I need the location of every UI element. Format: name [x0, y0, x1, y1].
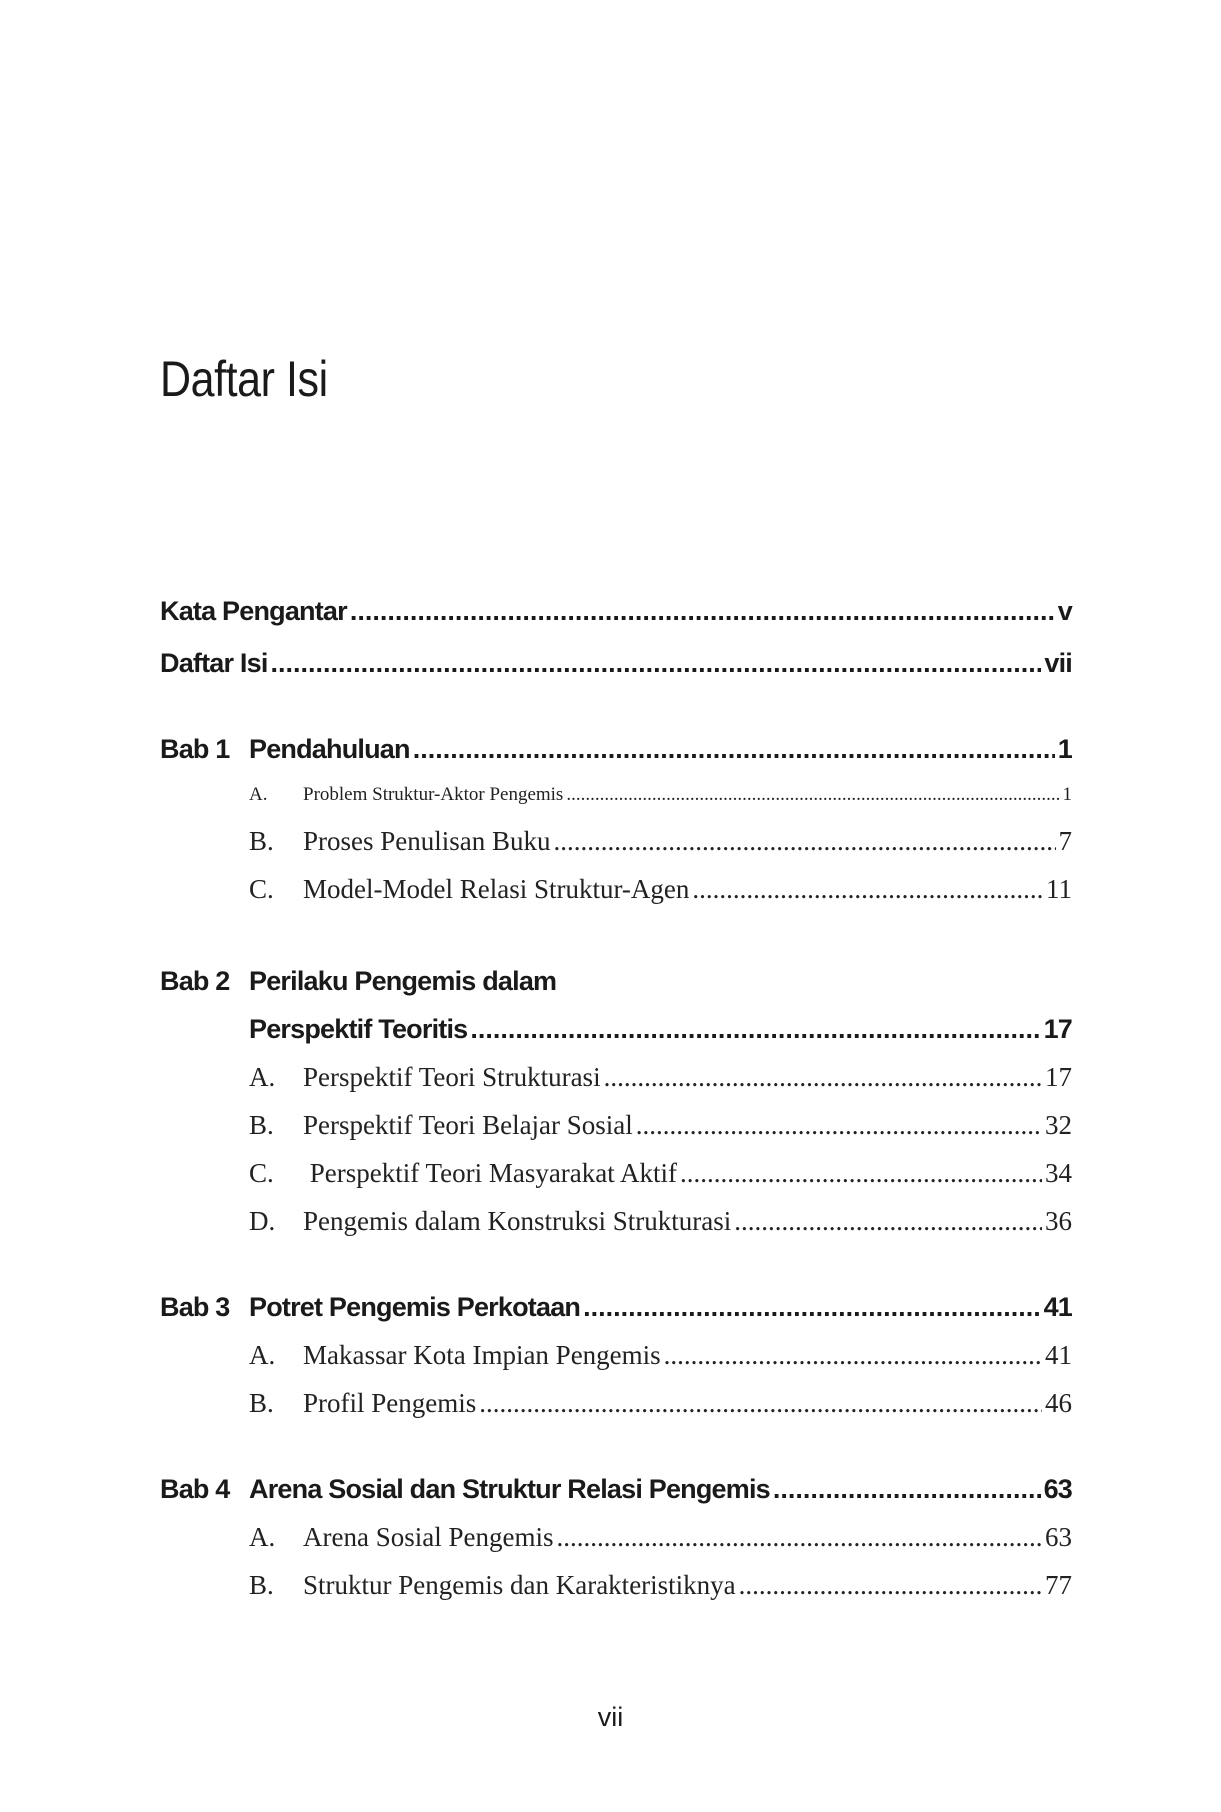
toc-section-2d[interactable]: [160, 1206, 1072, 1237]
toc-page-number: 32: [1045, 1110, 1072, 1140]
section-letter: A.: [249, 1340, 276, 1370]
dot-leader: [604, 1062, 1042, 1093]
section-title: Arena Sosial Pengemis: [303, 1522, 554, 1552]
toc-entry-daftar-isi[interactable]: [160, 648, 1072, 679]
section-title: Makassar Kota Impian Pengemis: [303, 1340, 661, 1370]
toc-section-1b[interactable]: [160, 826, 1072, 857]
chapter-title: Pendahuluan: [249, 734, 410, 764]
toc-chapter-1[interactable]: [160, 734, 1072, 765]
chapter-number: Bab 3: [160, 1292, 230, 1322]
toc-page-number: 36: [1045, 1206, 1072, 1236]
toc-section-4b[interactable]: [160, 1570, 1072, 1601]
section-letter: D.: [249, 1206, 276, 1236]
toc-section-3b[interactable]: [160, 1388, 1072, 1419]
toc-page-number: 63: [1043, 1474, 1072, 1504]
section-title: Pengemis dalam Konstruksi Strukturasi: [303, 1206, 732, 1236]
section-letter: B.: [249, 1388, 274, 1418]
section-title: Problem Struktur-Aktor Pengemis: [303, 784, 564, 805]
toc-entry-kata-pengantar[interactable]: [160, 596, 1072, 627]
chapter-title: Perilaku Pengemis dalam: [249, 966, 557, 996]
dot-leader: [556, 1522, 1042, 1553]
toc-section-4a[interactable]: [160, 1522, 1072, 1553]
toc-section-1c[interactable]: [160, 874, 1072, 905]
section-letter: A.: [249, 1522, 276, 1552]
section-letter: C.: [249, 1158, 274, 1188]
dot-leader: [583, 1292, 1040, 1323]
section-letter: B.: [249, 1110, 274, 1140]
dot-leader: [680, 1158, 1042, 1189]
section-letter: C.: [249, 874, 274, 904]
toc-chapter-2-line2[interactable]: [160, 1014, 1072, 1045]
dot-leader: [554, 826, 1056, 857]
chapter-number: Bab 4: [160, 1474, 230, 1504]
section-title: Perspektif Teori Strukturasi: [303, 1062, 601, 1092]
chapter-title: Arena Sosial dan Struktur Relasi Pengemis: [249, 1474, 770, 1504]
toc-page-number: 17: [1045, 1062, 1072, 1092]
section-title: Model-Model Relasi Struktur-Agen: [303, 874, 690, 904]
toc-section-2a[interactable]: [160, 1062, 1072, 1093]
dot-leader: [636, 1110, 1042, 1141]
section-letter: A.: [249, 1062, 276, 1092]
toc-entry-label: Kata Pengantar: [160, 596, 347, 626]
toc-chapter-3[interactable]: [160, 1292, 1072, 1323]
chapter-number: Bab 2: [160, 966, 230, 996]
chapter-number: Bab 1: [160, 734, 230, 764]
toc-page-number: 63: [1045, 1522, 1072, 1552]
toc-page-number: 34: [1045, 1158, 1072, 1188]
toc-page-number: v: [1057, 596, 1072, 626]
dot-leader: [734, 1206, 1042, 1237]
chapter-title-continued: Perspektif Teoritis: [249, 1014, 468, 1044]
toc-entry-label: Daftar Isi: [160, 648, 268, 678]
dot-leader: [479, 1388, 1042, 1419]
dot-leader: [413, 734, 1055, 765]
toc-section-2b[interactable]: [160, 1110, 1072, 1141]
toc-page-number: 1: [1062, 784, 1072, 805]
toc-page-number: 11: [1046, 874, 1072, 904]
dot-leader: [470, 1014, 1040, 1045]
section-title: Proses Penulisan Buku: [303, 826, 551, 856]
section-letter: A.: [249, 784, 268, 805]
section-title: Perspektif Teori Belajar Sosial: [303, 1110, 633, 1140]
page-title: Daftar Isi: [160, 351, 328, 407]
toc-page-number: vii: [1044, 648, 1072, 678]
toc-page-number: 7: [1058, 826, 1072, 856]
dot-leader: [350, 596, 1055, 627]
toc-chapter-2-line1[interactable]: [160, 966, 1072, 997]
section-letter: B.: [249, 1570, 274, 1600]
section-title: Perspektif Teori Masyarakat Aktif: [303, 1158, 678, 1188]
toc-page-number: 17: [1043, 1014, 1072, 1044]
toc-chapter-4[interactable]: [160, 1474, 1072, 1505]
page-number-footer: vii: [597, 1702, 624, 1732]
dot-leader: [739, 1570, 1042, 1601]
toc-page-number: 1: [1057, 734, 1072, 764]
section-title: Struktur Pengemis dan Karakteristiknya: [303, 1570, 736, 1600]
dot-leader: [664, 1340, 1042, 1371]
section-title: Profil Pengemis: [303, 1388, 477, 1418]
toc-page-number: 46: [1045, 1388, 1072, 1418]
toc-page-number: 41: [1043, 1292, 1072, 1322]
toc-section-1a[interactable]: [160, 784, 1072, 806]
toc-section-2c[interactable]: [160, 1158, 1072, 1189]
dot-leader: [566, 784, 1059, 806]
toc-page-number: 41: [1045, 1340, 1072, 1370]
toc-section-3a[interactable]: [160, 1340, 1072, 1371]
chapter-title: Potret Pengemis Perkotaan: [249, 1292, 581, 1322]
dot-leader: [692, 874, 1043, 905]
dot-leader: [271, 648, 1042, 679]
section-letter: B.: [249, 826, 274, 856]
toc-page-number: 77: [1045, 1570, 1072, 1600]
dot-leader: [773, 1474, 1041, 1505]
